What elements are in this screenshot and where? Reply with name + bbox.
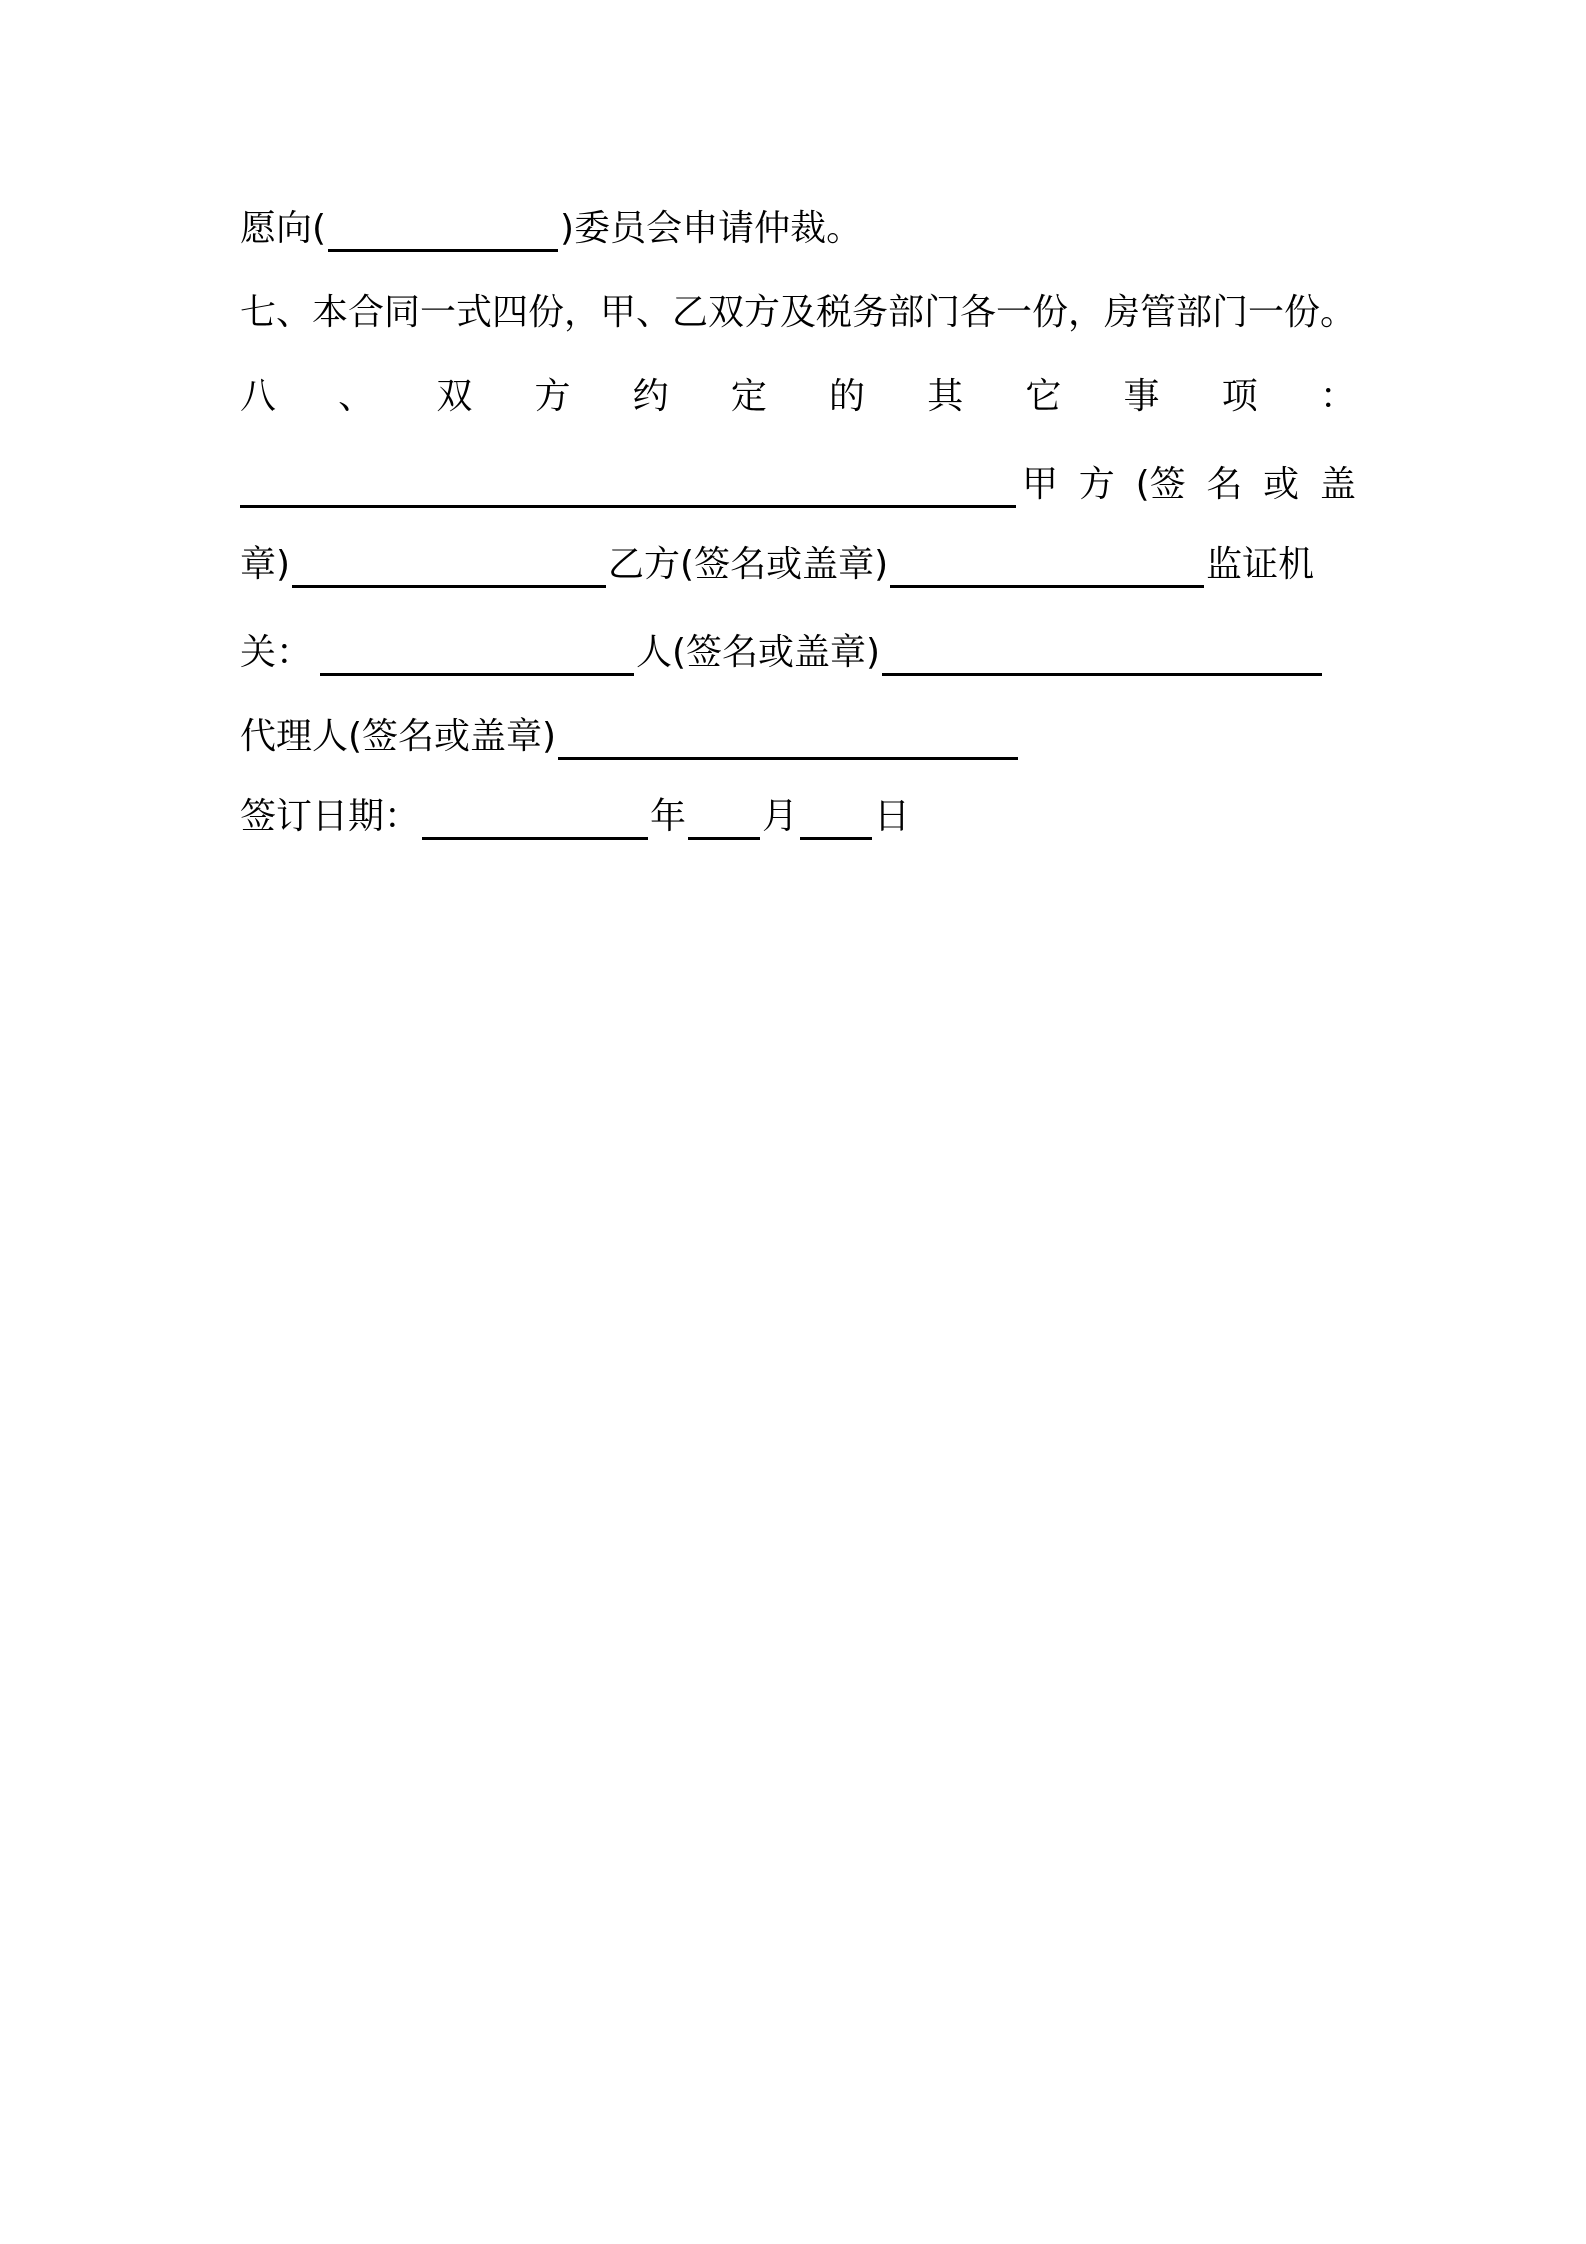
arbitration-prefix: 愿向( <box>240 208 327 249</box>
label-char: (签 <box>1135 464 1186 505</box>
agent-signature-blank[interactable] <box>558 723 1018 760</box>
label-char: 方 <box>1078 464 1115 505</box>
clause-eight-char: 约 <box>632 376 669 417</box>
person-signature-label: 人(签名或盖章) <box>636 632 881 673</box>
arbitration-suffix: )委员会申请仲裁。 <box>560 208 863 249</box>
clause-seven <box>240 290 1356 336</box>
clause-eight-char: 事 <box>1123 376 1160 417</box>
signing-month-blank[interactable] <box>688 803 760 840</box>
clause-eight-char: ： <box>1319 376 1356 417</box>
signing-date-line <box>240 794 1356 840</box>
year-label: 年 <box>650 796 687 837</box>
other-matters-blank[interactable] <box>240 471 1016 508</box>
supervising-authority-blank[interactable] <box>320 639 634 676</box>
clause-eight-char: 八 <box>240 376 277 417</box>
signing-day-blank[interactable] <box>800 803 872 840</box>
supervising-authority-label: 监证机 <box>1206 544 1315 585</box>
clause-eight-char: 其 <box>927 376 964 417</box>
label-char: 名 <box>1206 464 1243 505</box>
party-b-signature-label: 乙方(签名或盖章) <box>608 544 889 585</box>
other-matters-line <box>240 462 1356 508</box>
label-char: 甲 <box>1022 464 1059 505</box>
clause-eight-char: 它 <box>1025 376 1062 417</box>
supervising-authority-label-end: 关： <box>240 632 313 673</box>
clause-eight-char: 、 <box>338 376 375 417</box>
clause-eight-char: 双 <box>436 376 473 417</box>
clause-eight-char: 定 <box>730 376 767 417</box>
person-signature-blank[interactable] <box>882 639 1322 676</box>
agent-line <box>240 714 1356 760</box>
label-char: 或 <box>1263 464 1300 505</box>
clause-eight-char: 的 <box>829 376 866 417</box>
label-char: 盖 <box>1319 464 1356 505</box>
month-label: 月 <box>762 796 799 837</box>
clause-eight-char: 项 <box>1221 376 1258 417</box>
arbitration-committee-blank[interactable] <box>328 215 558 252</box>
party-a-label-end: 章) <box>240 544 291 585</box>
signing-date-label: 签订日期： <box>240 796 421 837</box>
party-a-signature-blank[interactable] <box>292 551 606 588</box>
clause-eight-char: 方 <box>534 376 571 417</box>
party-b-line <box>240 542 1356 588</box>
day-label: 日 <box>874 796 911 837</box>
clause-eight-heading <box>240 374 1356 420</box>
party-a-signature-label <box>1018 462 1356 508</box>
supervisor-line <box>240 630 1356 676</box>
arbitration-line <box>240 206 1356 252</box>
agent-signature-label: 代理人(签名或盖章) <box>240 716 557 757</box>
clause-seven-text: 七、本合同一式四份，甲、乙双方及税务部门各一份，房管部门一份。 <box>240 292 1356 333</box>
signing-year-blank[interactable] <box>422 803 648 840</box>
party-b-signature-blank[interactable] <box>890 551 1204 588</box>
